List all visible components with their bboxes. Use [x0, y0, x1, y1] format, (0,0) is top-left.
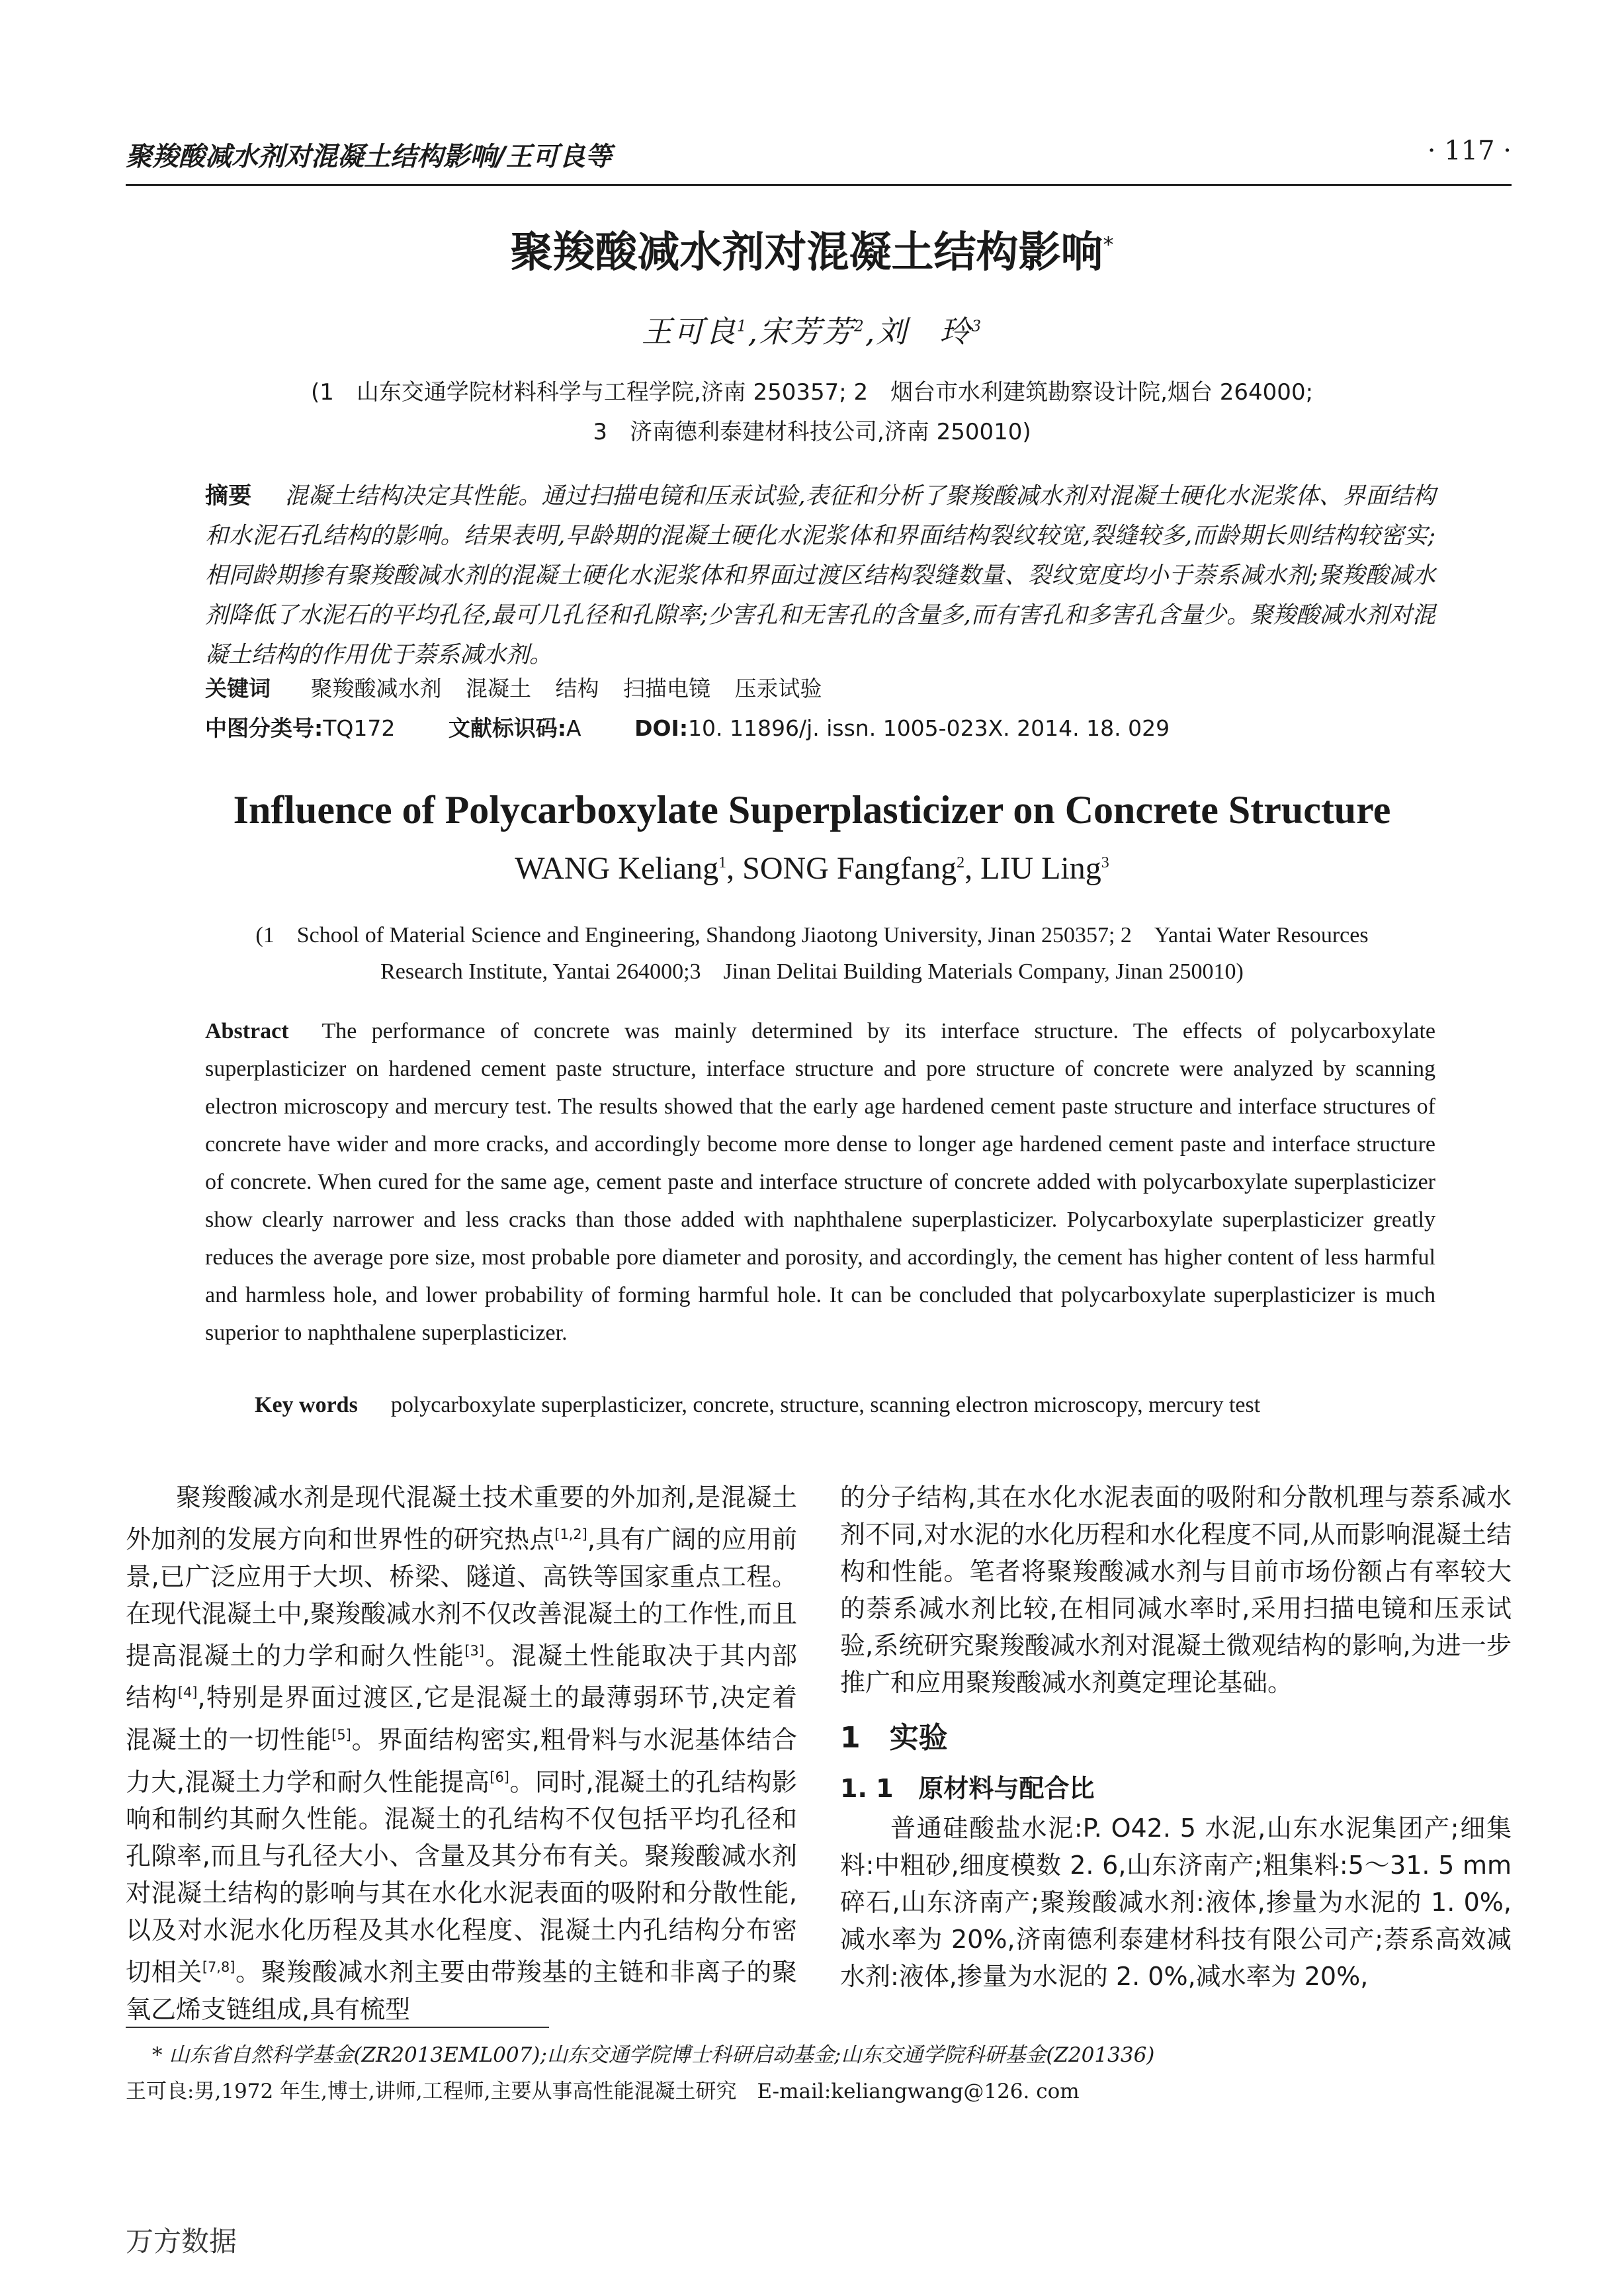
en-affiliation-line-2: Research Institute, Yantai 264000;3 Jinan Delitai Building Materials Company, Jinan 250010)	[380, 959, 1244, 984]
watermark: 万方数据	[126, 2225, 237, 2258]
en-keywords-text: polycarboxylate superplasticizer, concrete, structure, scanning electron microscopy, mercury test	[390, 1393, 1261, 1417]
cn-title	[0, 218, 1624, 279]
cn-author-name: 王可良	[641, 314, 737, 349]
citation: [7,8]	[202, 1959, 235, 1976]
clc-value: TQ172	[323, 715, 396, 741]
intro-text: ,特别是界面过渡区,它是混凝土的最薄弱环节,决定着混凝土的一切性能	[126, 1683, 797, 1755]
cn-author-aff: 2	[854, 318, 865, 335]
cn-keyword: 结构	[555, 676, 599, 701]
intro-continuation: 的分子结构,其在水化水泥表面的吸附和分散机理与萘系减水剂不同,对水泥的水化历程和水化程度不同,从而影响混凝土结构和性能。笔者将聚羧酸减水剂与目前市场份额占有率较大的萘系减水剂比较,在相同减水率时,采用扫描电镜和压汞试验,系统研究聚羧酸减水剂对混凝土微观结构的影响,为进一步推广和应用聚羧酸减水剂奠定理论基础。	[840, 1483, 1512, 1697]
cn-abstract-text: 混凝土结构决定其性能。通过扫描电镜和压汞试验,表征和分析了聚羧酸减水剂对混凝土硬化水泥浆体、界面结构和水泥石孔结构的影响。结果表明,早龄期的混凝土硬化水泥浆体和界面结构裂纹较宽,裂缝较多,而龄期长则结构较密实;相同龄期掺有聚羧酸减水剂的混凝土硬化水泥浆体和界面过渡区结构裂缝数量、裂纹宽度均小于萘系减水剂;聚羧酸减水剂降低了水泥石的平均孔径,最可几孔径和孔隙率;少害孔和无害孔的含量多,而有害孔和多害孔含量少。聚羧酸减水剂对混凝土结构的作用优于萘系减水剂。	[205, 483, 1435, 668]
citation: [5]	[331, 1726, 351, 1743]
doc-code-value: A	[566, 715, 581, 741]
en-abstract	[205, 1012, 1435, 1352]
en-abstract-label: Abstract	[205, 1019, 289, 1043]
cn-keyword: 混凝土	[466, 676, 531, 701]
cn-author-aff: 1	[736, 318, 748, 335]
page-number: · 117 ·	[1427, 136, 1512, 166]
en-authors: WANG Keliang$^1$, SONG Fangfang$^2$, LIU Ling$^3$	[515, 851, 1109, 886]
body-column-right	[840, 1479, 1512, 1995]
cn-classification-line	[205, 711, 1435, 742]
section-heading: 1 实验	[840, 1721, 948, 1755]
body-column-left	[126, 1479, 797, 2028]
cn-abstract	[205, 476, 1435, 675]
cn-authors: 王可良$^1$,宋芳芳$^2$,刘 玲$^3$	[641, 314, 983, 349]
cn-author-aff: 3	[971, 318, 983, 335]
doc-code-label: 文献标识码:	[448, 715, 567, 741]
en-author-name: SONG Fangfang	[742, 851, 957, 886]
citation: [1,2]	[554, 1526, 587, 1542]
cn-keyword: 扫描电镜	[623, 676, 710, 701]
cn-abstract-label: 摘要	[205, 483, 252, 509]
en-author-aff: 1	[718, 854, 727, 871]
doi-value: 10. 11896/j. issn. 1005-023X. 2014. 18. 029	[688, 715, 1170, 741]
intro-text: ,具有广阔的应用前景,已广泛应用于大坝、桥梁、隧道、高铁等国家重点工程。在现代混凝土中,聚羧酸减水剂不仅改善混凝土的工作性,而且提高混凝土的力学和耐久性能	[126, 1524, 797, 1671]
cn-keywords-label: 关键词	[205, 676, 271, 701]
cn-title-text: 聚羧酸减水剂对混凝土结构影响	[510, 228, 1103, 277]
materials-paragraph: 普通硅酸盐水泥:P. O42. 5 水泥,山东水泥集团产;细集料:中粗砂,细度模数 2. 6,山东济南产;粗集料:5～31. 5 mm 碎石,山东济南产;聚羧酸减水剂:液体,掺量为水泥的 1. 0%,减水率为 20%,济南德利泰建材科技有限公司产;萘系高效减水剂:液体,掺量为水泥的 2. 0%,减水率为 20%,	[840, 1814, 1512, 1991]
citation: [6]	[490, 1769, 509, 1785]
en-title: Influence of Polycarboxylate Superplasticizer on Concrete Structure	[233, 788, 1391, 832]
intro-text: 。同时,混凝土的孔结构影响和制约其耐久性能。混凝土的孔结构不仅包括平均孔径和孔隙率,而且与孔径大小、含量及其分布有关。聚羧酸减水剂对混凝土结构的影响与其在水化水泥表面的吸附和分散性能,以及对水泥水化历程及其水化程度、混凝土内孔结构分布密切相关	[126, 1767, 797, 1987]
en-author-aff: 2	[957, 854, 965, 871]
cn-keywords	[205, 672, 1435, 703]
citation: [4]	[177, 1685, 198, 1701]
en-keywords-label: Key words	[255, 1393, 358, 1417]
doi-label: DOI:	[634, 715, 689, 741]
running-title: 聚羧酸减水剂对混凝土结构影响/王可良等	[126, 142, 612, 172]
en-author-name: LIU Ling	[980, 851, 1101, 886]
en-author-aff: 3	[1101, 854, 1109, 871]
en-author-name: WANG Keliang	[515, 851, 719, 886]
intro-paragraph	[126, 1479, 797, 2028]
cn-affiliation-line-1: (1 山东交通学院材料科学与工程学院,济南 250357; 2 烟台市水利建筑勘察设计院,烟台 264000;	[310, 379, 1314, 406]
cn-affiliation-line-2: 3 济南德利泰建材科技公司,济南 250010)	[593, 419, 1031, 445]
header-rule	[126, 184, 1512, 186]
clc-label: 中图分类号:	[205, 715, 323, 741]
en-abstract-text: The performance of concrete was mainly determined by its interface structure. The effects of polycarboxylate superplasticizer on hardened cement paste structure, interface structure and pore structure of concrete were analyzed by scanning electron microscopy and mercury test. The results showed that the early age hardened cement paste structure and interface structures of concrete have wider and more cracks, and accordingly become more dense to longer age hardened cement paste and interface structure of concrete. When cured for the same age, cement paste and interface structure of concrete added with polycarboxylate superplasticizer show clearly narrower and less cracks than those added with naphthalene superplasticizer. Polycarboxylate superplasticizer greatly reduces the average pore size, most probable pore diameter and porosity, and accordingly, the cement has higher content of less harmful and harmless hole, and lower probability of forming harmful hole. It can be concluded that polycarboxylate superplasticizer is much superior to naphthalene superplasticizer.	[205, 1019, 1435, 1345]
intro-text: 。界面结构密实,粗骨料与水泥基体结合力大,混凝土力学和耐久性能提高	[126, 1725, 797, 1797]
cn-author-name: 刘 玲	[876, 314, 972, 349]
cn-title-footnote-mark: *	[1103, 232, 1114, 257]
footnote-rule	[126, 2027, 549, 2028]
author-bio-footnote: 王可良:男,1972 年生,博士,讲师,工程师,主要从事高性能混凝土研究 E-mail:keliangwang@126. com	[126, 2080, 1080, 2103]
en-affiliation-line-1: (1 School of Material Science and Engineering, Shandong Jiaotong University, Jinan 250357; 2 Yantai Water Resources	[255, 923, 1369, 947]
cn-keyword: 聚羧酸减水剂	[310, 676, 442, 701]
subsection-heading: 1. 1 原材料与配合比	[840, 1774, 1095, 1803]
funding-footnote: * 山东省自然科学基金(ZR2013EML007);山东交通学院博士科研启动基金;山东交通学院科研基金(Z201336)	[152, 2043, 1155, 2067]
cn-author-name: 宋芳芳	[759, 314, 855, 349]
citation: [3]	[464, 1642, 484, 1659]
intro-text: 聚羧酸减水剂是现代混凝土技术重要的外加剂,是混凝土外加剂的发展方向和世界性的研究热点	[126, 1483, 797, 1554]
cn-keyword: 压汞试验	[734, 676, 822, 701]
intro-text: 。混凝土性能取决于其内部结构	[126, 1641, 797, 1712]
en-keywords	[255, 1393, 1439, 1418]
intro-text: 。聚羧酸减水剂主要由带羧基的主链和非离子的聚氧乙烯支链组成,具有梳型	[126, 1957, 797, 2024]
running-header	[126, 136, 1512, 175]
